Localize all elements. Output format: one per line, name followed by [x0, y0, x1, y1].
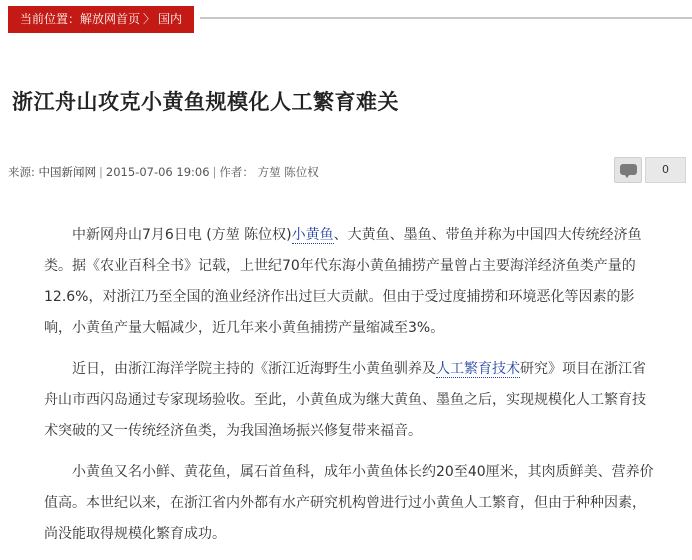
article-title: 浙江舟山攻克小黄鱼规模化人工繁育难关	[12, 90, 399, 114]
article-meta	[8, 164, 319, 180]
breadcrumb-divider-line	[200, 17, 692, 19]
source-label: 来源:	[8, 165, 35, 179]
source-name: 中国新闻网	[38, 165, 97, 179]
article-body	[44, 220, 658, 560]
publish-date: 2015-07-06 19:06	[105, 165, 210, 179]
author-name: 方堃 陈位权	[257, 165, 319, 179]
breadcrumb	[8, 6, 194, 33]
breadcrumb-prefix: 当前位置：	[20, 12, 81, 26]
comment-icon[interactable]	[614, 157, 642, 183]
breadcrumb-home-link[interactable]: 解放网首页	[80, 12, 141, 26]
meta-divider: |	[212, 165, 217, 179]
meta-divider: |	[99, 165, 103, 179]
comment-count[interactable]: 0	[645, 157, 686, 183]
keyword-link[interactable]: 人工繁育技术	[436, 361, 520, 377]
article-paragraph: 小黄鱼又名小鲜、黄花鱼，属石首鱼科，成年小黄鱼体长约20至40厘米，其肉质鲜美、营养价值高。本世纪以来，在浙江省内外都有水产研究机构曾进行过小黄鱼人工繁育，但由于种种因素，尚没能取得规模化繁育成功。	[44, 464, 654, 542]
breadcrumb-section-link[interactable]: 国内	[158, 12, 183, 26]
breadcrumb-separator: 〉	[143, 12, 156, 26]
breadcrumb-bar	[0, 0, 692, 38]
author-label: 作者：	[219, 165, 254, 179]
keyword-link[interactable]: 小黄鱼	[291, 227, 334, 243]
article-paragraph: 近日，由浙江海洋学院主持的《浙江近海野生小黄鱼驯养及人工繁育技术研究》项目在浙江省舟山市西闪岛通过专家现场验收。至此，小黄鱼成为继大黄鱼、墨鱼之后，实现规模化人工繁育技术突破的又一传统经济鱼类，为我国渔场振兴修复带来福音。	[44, 361, 646, 439]
article-paragraph: 中新网舟山7月6日电 (方堃 陈位权)小黄鱼、大黄鱼、墨鱼、带鱼并称为中国四大传统经济鱼类。据《农业百科全书》记载，上世纪70年代东海小黄鱼捕捞产量曾占主要海洋经济鱼类产量的12.6%，对浙江乃至全国的渔业经济作出过巨大贡献。但由于受过度捕捞和环境恶化等因素的影响，小黄鱼产量大幅减少，近几年来小黄鱼捕捞产量缩减至3%。	[44, 227, 642, 336]
